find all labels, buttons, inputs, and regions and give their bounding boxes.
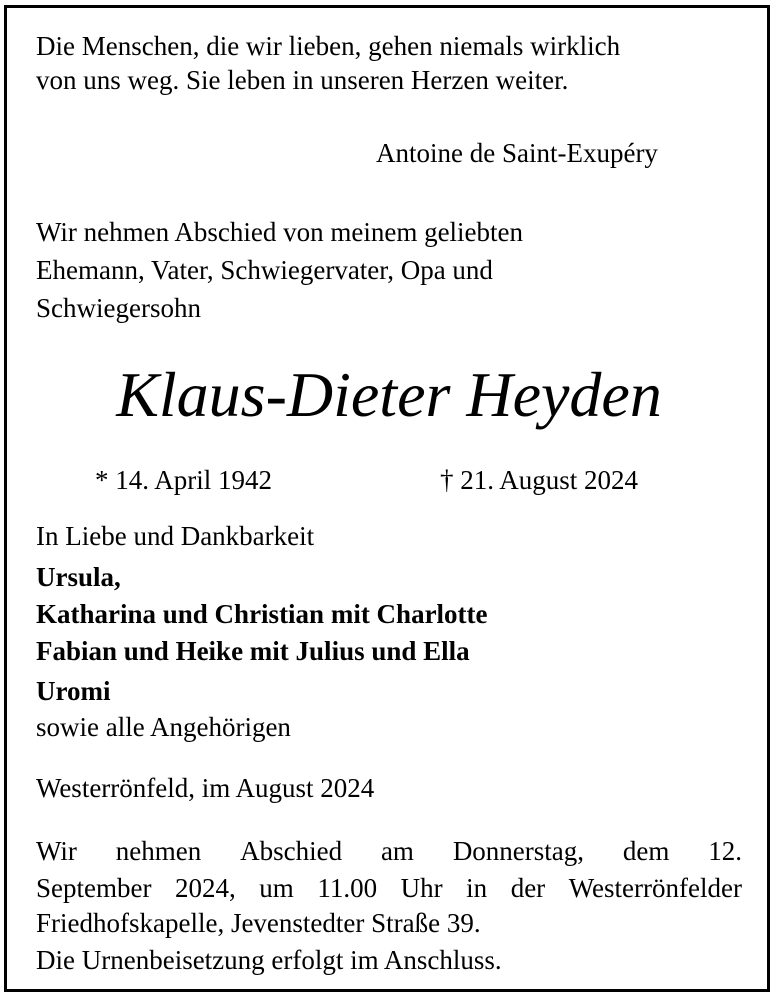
- intro-line-3: Schwiegersohn: [36, 293, 201, 323]
- mourner-name: Ursula,: [36, 562, 121, 592]
- ceremony-word: September: [36, 873, 152, 903]
- quote-line-1: Die Menschen, die wir lieben, gehen niemals wirklich: [36, 31, 621, 61]
- ceremony-word: in: [466, 873, 488, 903]
- quote-line-2: von uns weg. Sie leben in unseren Herzen weiter.: [36, 65, 569, 95]
- mourners-others: sowie alle Angehörigen: [36, 712, 291, 742]
- quote-author: Antoine de Saint-Exupéry: [376, 138, 658, 168]
- ceremony-word: Abschied: [240, 836, 343, 866]
- intro-line-1: Wir nehmen Abschied von meinem geliebten: [36, 217, 524, 247]
- ceremony-line-1: [36, 835, 742, 867]
- mourners-intro: In Liebe und Dankbarkeit: [36, 521, 315, 551]
- birth-date: * 14. April 1942: [95, 465, 273, 495]
- mourner-name: Katharina und Christian mit Charlotte: [36, 599, 488, 629]
- mourner-name: Uromi: [36, 676, 111, 706]
- ceremony-word: dem: [622, 836, 670, 866]
- ceremony-word: 11.00: [317, 873, 378, 903]
- ceremony-word: nehmen: [115, 836, 202, 866]
- ceremony-word: 12.: [708, 836, 742, 866]
- ceremony-word: Wir: [36, 836, 77, 866]
- ceremony-line-2: [36, 872, 742, 904]
- place-date: Westerrönfeld, im August 2024: [36, 773, 375, 803]
- ceremony-word: 2024,: [175, 873, 236, 903]
- ceremony-line-4: Die Urnenbeisetzung erfolgt im Anschluss.: [36, 945, 502, 975]
- mourner-name: Fabian und Heike mit Julius und Ella: [36, 636, 470, 666]
- ceremony-word: um: [259, 873, 294, 903]
- ceremony-word: Westerrönfelder: [568, 873, 742, 903]
- ceremony-word: Donnerstag,: [452, 836, 585, 866]
- ceremony-line-3: Friedhofskapelle, Jevenstedter Straße 39.: [36, 908, 481, 938]
- ceremony-word: Uhr: [400, 873, 443, 903]
- ceremony-word: der: [510, 873, 546, 903]
- intro-line-2: Ehemann, Vater, Schwiegervater, Opa und: [36, 255, 493, 285]
- ceremony-word: am: [380, 836, 414, 866]
- death-date: † 21. August 2024: [440, 465, 639, 495]
- deceased-name: Klaus-Dieter Heyden: [116, 359, 662, 430]
